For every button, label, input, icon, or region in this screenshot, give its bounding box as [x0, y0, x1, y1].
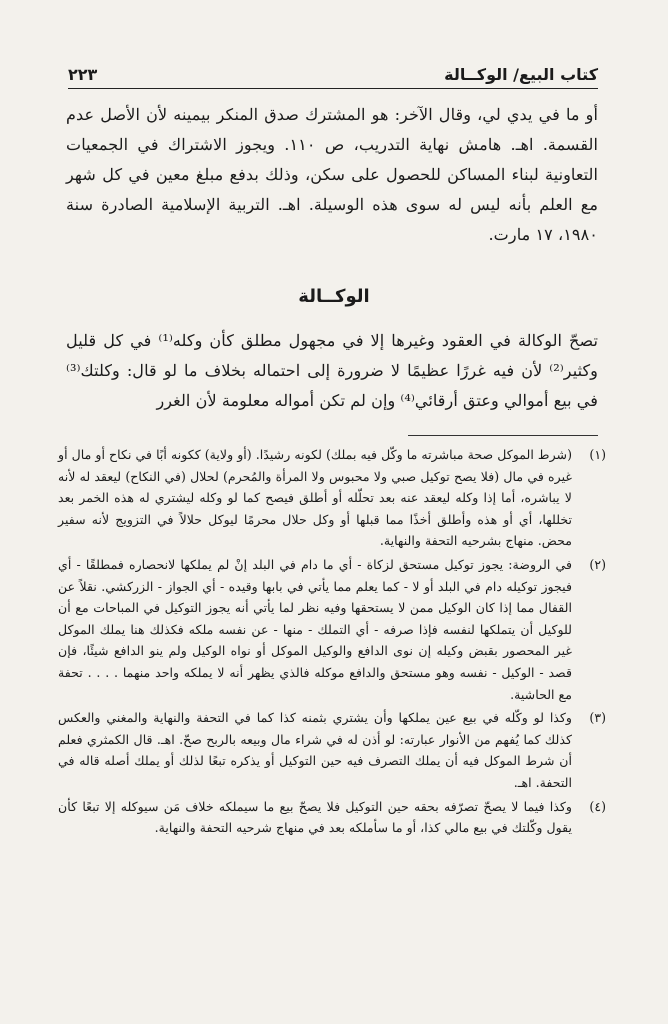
- footnote: [58, 554, 606, 705]
- section-body: [66, 326, 598, 416]
- footnote-text: وكذا لو وكّله في بيع عين يملكها وأن يشتري بثمنه كذا كما في التحفة والنهاية والمغني والعكس كذلك كما يُفهم من الأنوار عبارته: لو أذن له في شراء مال وبيعه بالربح صحّ. اهـ. قال الكمثري فعلم أن شرط الموكل فيه أن يملك التصرف فيه حين التوكيل أو يذكره تبعًا لذلك أو يملك أصله قاله في التحفة. اهـ.: [58, 710, 572, 790]
- footnote: [58, 444, 606, 552]
- footnote: [58, 707, 606, 793]
- section-heading: الوكــالة: [298, 286, 370, 307]
- footnotes: [58, 444, 606, 841]
- footnote-separator: [408, 435, 598, 436]
- footnote-text: في الروضة: يجوز توكيل مستحق لزكاة - أي ما دام في البلد إنْ لم يملكها لانحصاره فمطلقًا - أي فيجوز توكيله دام في البلد أو لا - كما يعلم مما يأتي في بابها وقيده - أي الجواز - الزركشي. نقلاً عن القفال مما إذا كان الوكيل ممن لا يستحقها وفيه نظر لما يأتي أنه يجوز التوكيل في المباحات مع أن للوكيل أن يتملكها لنفسه فإذا صرفه - أي التملك - منها - عن نفسه ملكه فكذلك هنا يملك الموكل غير المحصور بقبض وكيله إن نوى الدافع والوكيل الموكل أو نواه الوكيل ولم ينو الدافع شيئًا، فإن قصد - الوكيل - نفسه وهو مستحق والدافع موكله فالذي يظهر أنه لا يملكه واحد منهما . . . . تحفة مع الحاشية.: [58, 556, 572, 702]
- body-paragraph: أو ما في يدي لي، وقال الآخر: هو المشترك صدق المنكر بيمينه لأن الأصل عدم القسمة. اهـ. هامش نهاية التدريب، ص ١١٠. ويجوز الاشتراك في الجمعيات التعاونية لبناء المساكن للحصول على سكن، وذلك بدفع مبلغ معين في كل شهر مع العلم بأنه ليس له سوى هذه الوسيلة. اهـ. التربية الإسلامية الصادرة سنة ١٩٨٠، ١٧ مارت.: [66, 105, 598, 244]
- page-number: ٢٢٣: [68, 65, 98, 84]
- footnote-text: (شرط الموكل صحة مباشرته ما وكّل فيه بملك) لكونه رشيدًا. (أو ولاية) ككونه أبًا في نكاح أو مال أو غيره في مال (فلا يصح توكيل صبي ولا محبوس ولا المرأة والمُحرم) لحلال (في النكاح) ليعقد له لأنه لا يباشره، أما إذا وكله ليعقد عنه بعد تحلّله أو أطلق فيصح كما لو وكله ليشتري له هذه الخمر بعد تخللها، أي أو هذه وأطلق أخذًا مما قبلها أو وكل حلال محرمًا ليوكل حلالاً في التزويج لأنه سفير محض. منهاج بشرحيه التحفة والنهاية.: [58, 447, 572, 549]
- footnote-number: (١): [589, 447, 606, 462]
- footnote: [58, 796, 606, 839]
- footnote-number: (٣): [589, 710, 606, 726]
- continued-paragraph: [66, 100, 598, 250]
- footnote-text: وكذا فيما لا يصحّ تصرّفه بحقه حين التوكيل فلا يصحّ بيع ما سيملكه خلاف مَن سيوكله إلا تبعًا كأن يقول وكّلتك في بيع مالي كذا، أو ما سأملكه بعد في منهاج شرحيه التحفة والنهاية.: [58, 798, 572, 836]
- running-title: كتاب البيع/ الوكــالة: [444, 65, 598, 84]
- footnote-number: (٢): [589, 556, 606, 572]
- section-paragraph: تصحّ الوكالة في العقود وغيرها إلا في مجهول مطلق كأن وكله⁽¹⁾ في كل قليل وكثير⁽²⁾ لأن فيه غررًا عظيمًا لا ضرورة إلى احتماله بخلاف ما لو قال: وكلتك⁽³⁾ في بيع أموالي وعتق أرقائي⁽⁴⁾ وإن لم تكن أمواله معلومة لأن الغرر: [66, 331, 598, 410]
- page-header: [68, 56, 598, 89]
- footnote-number: (٤): [589, 798, 606, 814]
